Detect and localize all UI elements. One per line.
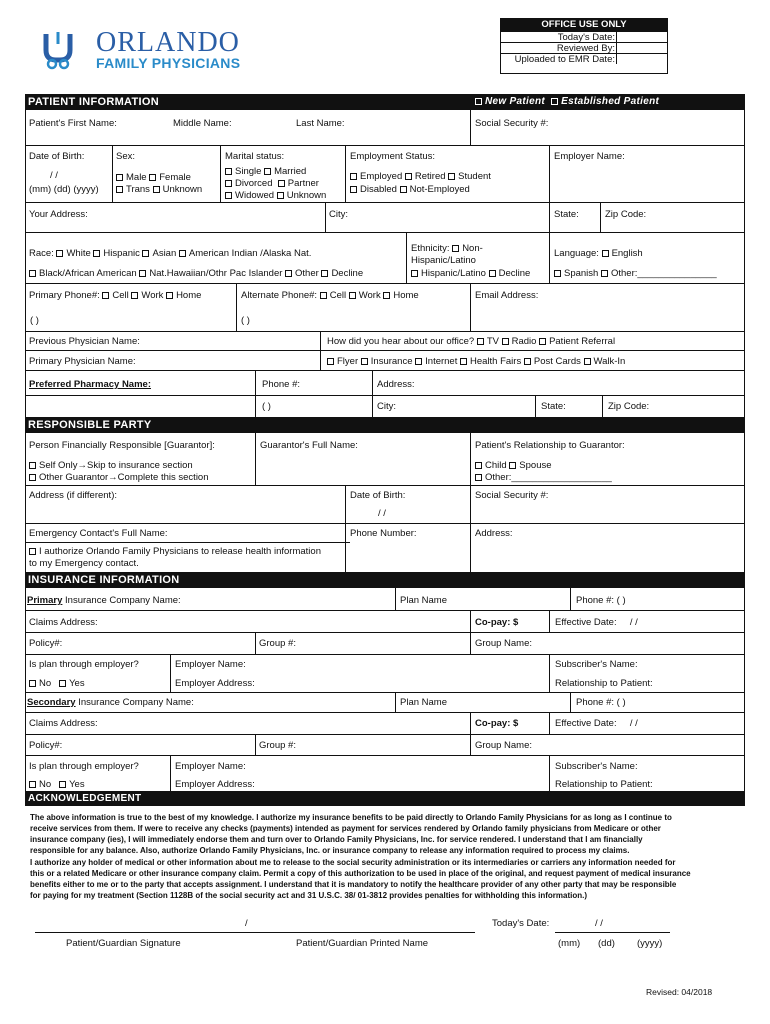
marital-row-1: [225, 166, 306, 177]
post-cards-label: Post Cards: [533, 356, 581, 367]
employer-name-label: Employer Name:: [554, 151, 625, 162]
student-label: Student: [458, 171, 491, 182]
responsible-party-title: RESPONSIBLE PARTY: [28, 419, 152, 431]
primary-subscriber-label: Subscriber's Name:: [555, 659, 638, 670]
primary-claims-label: Claims Address:: [29, 617, 98, 628]
ethnicity-row-1: [411, 243, 483, 254]
sex-unknown-checkbox[interactable]: [153, 186, 160, 193]
divorced-label: Divorced: [235, 178, 273, 189]
employment-row-1: [350, 171, 491, 182]
white-label: White: [66, 248, 91, 259]
male-checkbox[interactable]: [116, 174, 123, 181]
sex-row-1: [116, 172, 191, 183]
primary-effective-label: Effective Date:: [555, 617, 617, 628]
ack-p2-line-1: I authorize any holder of medical or other information about me to release to the social security administration or its intermediaries or carriers any information needed for: [30, 858, 676, 867]
other-race-label: Other: [295, 268, 319, 279]
primary-company-row: [27, 595, 181, 606]
established-patient-label: Established Patient: [561, 96, 660, 107]
acknowledgement-header: [25, 791, 745, 806]
your-address-label: Your Address:: [29, 209, 88, 220]
pharmacy-phone-parens[interactable]: ( ): [262, 401, 271, 412]
primary-plan-label: Plan Name: [400, 595, 447, 606]
new-patient-checkbox[interactable]: [475, 98, 482, 105]
self-only-label: Self Only→Skip to insurance section: [39, 460, 193, 471]
secondary-phone-label: Phone #: ( ): [576, 697, 626, 708]
alternate-phone-label: Alternate Phone#:: [241, 290, 318, 301]
relationship-row-2: [475, 472, 612, 483]
secondary-employer-yesno: [29, 779, 85, 790]
emergency-contact-label: Emergency Contact's Full Name:: [29, 528, 168, 539]
single-checkbox[interactable]: [225, 168, 232, 175]
primary-policy-label: Policy#:: [29, 638, 63, 649]
established-patient-checkbox[interactable]: [551, 98, 558, 105]
spouse-checkbox[interactable]: [509, 462, 516, 469]
ack-p1-line-2: receive services from them. If were to receive any checks (payments) intended as payment for services rendered by Orlando family physicians from Medicare or other: [30, 824, 661, 833]
widowed-label: Widowed: [235, 190, 275, 201]
secondary-effective-row: [555, 718, 638, 729]
primary-label: Primary: [27, 595, 63, 606]
date-mm-label: (mm): [558, 938, 581, 949]
primary-employer-yesno: [29, 678, 85, 689]
pharmacy-label: Preferred Pharmacy Name:: [29, 379, 151, 390]
pharmacy-address-label: Address:: [377, 379, 415, 390]
guarantor-dob-label: Date of Birth:: [350, 490, 406, 501]
retired-label: Retired: [414, 171, 446, 182]
secondary-group-name-label: Group Name:: [475, 740, 533, 751]
employment-label: Employment Status:: [350, 151, 436, 162]
primary-work-label: Work: [141, 290, 164, 301]
secondary-employer-address-label: Employer Address:: [175, 779, 255, 790]
decline-race-checkbox[interactable]: [321, 270, 328, 277]
financial-label: Person Financially Responsible [Guarantor]:: [29, 440, 215, 451]
pharmacy-zip-label: Zip Code:: [608, 401, 650, 412]
radio-label: Radio: [511, 336, 537, 347]
sex-label: Sex:: [116, 151, 136, 162]
secondary-claims-label: Claims Address:: [29, 718, 98, 729]
not-employed-checkbox[interactable]: [400, 186, 407, 193]
responsible-party-header: [25, 417, 745, 433]
secondary-employer-name-label: Employer Name:: [175, 761, 246, 772]
previous-physician-label: Previous Physician Name:: [29, 336, 140, 347]
primary-effective-slashes: / /: [629, 617, 638, 628]
language-row-2: [554, 268, 717, 279]
revised-date: Revised: 04/2018: [646, 987, 713, 997]
employment-row-2: [350, 184, 470, 195]
ssn-label: Social Security #:: [475, 118, 549, 129]
secondary-effective-label: Effective Date:: [555, 718, 617, 729]
insurance-title: INSURANCE INFORMATION: [28, 574, 180, 586]
insurance-heard-label: Insurance: [370, 356, 413, 367]
other-relationship-checkbox[interactable]: [475, 474, 482, 481]
not-employed-label: Not-Employed: [409, 184, 470, 195]
employed-checkbox[interactable]: [350, 173, 357, 180]
black-checkbox[interactable]: [29, 270, 36, 277]
primary-no-label: No: [39, 678, 52, 689]
alternate-phone-row: [241, 290, 419, 301]
signature-label: Patient/Guardian Signature: [66, 938, 181, 949]
divorced-checkbox[interactable]: [225, 180, 232, 187]
single-label: Single: [235, 166, 262, 177]
alt-home-label: Home: [393, 290, 419, 301]
relationship-row-1: [475, 460, 552, 471]
widowed-checkbox[interactable]: [225, 192, 232, 199]
alt-cell-checkbox[interactable]: [320, 292, 327, 299]
spanish-checkbox[interactable]: [554, 270, 561, 277]
other-guarantor-label: Other Guarantor→Complete this section: [39, 472, 209, 483]
secondary-through-employer-label: Is plan through employer?: [29, 761, 139, 772]
female-label: Female: [159, 172, 191, 183]
hispanic-ethnicity-checkbox[interactable]: [411, 270, 418, 277]
insurance-header: [25, 572, 745, 588]
todays-date-label: Today's Date:: [492, 918, 550, 929]
flyer-checkbox[interactable]: [327, 358, 334, 365]
secondary-company-row: [27, 697, 194, 708]
alt-cell-label: Cell: [329, 290, 347, 301]
guarantor-ssn-label: Social Security #:: [475, 490, 549, 501]
health-fairs-label: Health Fairs: [470, 356, 522, 367]
patient-referral-label: Patient Referral: [549, 336, 616, 347]
language-label: Language:: [554, 248, 599, 259]
other-language-label[interactable]: Other:_______________: [610, 268, 717, 279]
female-checkbox[interactable]: [149, 174, 156, 181]
sex-row-2: [116, 184, 202, 195]
trans-label: Trans: [126, 184, 150, 195]
secondary-subscriber-label: Subscriber's Name:: [555, 761, 638, 772]
sex-unknown-label: Unknown: [162, 184, 203, 195]
dob-label: Date of Birth:: [29, 151, 85, 162]
printed-name-label: Patient/Guardian Printed Name: [296, 938, 429, 949]
authorize-release-option: [29, 546, 321, 557]
other-guarantor-checkbox[interactable]: [29, 474, 36, 481]
primary-employer-name-label: Employer Name:: [175, 659, 246, 670]
trans-checkbox[interactable]: [116, 186, 123, 193]
primary-relationship-label: Relationship to Patient:: [555, 678, 653, 689]
guarantor-name-label: Guarantor's Full Name:: [260, 440, 358, 451]
logo-name: ORLANDO: [96, 27, 240, 58]
primary-phone-label: Primary Phone#:: [29, 290, 100, 301]
primary-copay-label: Co-pay: $: [475, 617, 519, 628]
logo-mark-icon: [40, 30, 92, 70]
self-only-checkbox[interactable]: [29, 462, 36, 469]
secondary-no-checkbox[interactable]: [29, 781, 36, 788]
employed-label: Employed: [360, 171, 403, 182]
primary-group-label: Group #:: [259, 638, 296, 649]
primary-through-employer-label: Is plan through employer?: [29, 659, 139, 670]
primary-physician-label: Primary Physician Name:: [29, 356, 136, 367]
ack-p1-line-1: The above information is true to the best of my knowledge. I authorize my insurance benefits to be paid directly to Orlando Family Physicians for as long as I continue to: [30, 813, 672, 822]
race-label: Race:: [29, 248, 54, 259]
primary-phone-label: Phone #: ( ): [576, 595, 626, 606]
student-checkbox[interactable]: [448, 173, 455, 180]
pacific-islander-checkbox[interactable]: [139, 270, 146, 277]
flyer-label: Flyer: [337, 356, 359, 367]
secondary-company-label: Insurance Company Name:: [75, 697, 194, 708]
english-label: English: [611, 248, 643, 259]
pharmacy-state-label: State:: [541, 401, 566, 412]
signature-line[interactable]: [35, 932, 475, 933]
secondary-policy-label: Policy#:: [29, 740, 63, 751]
primary-effective-row: [555, 617, 638, 628]
decline-race-label: Decline: [331, 268, 364, 279]
marital-row-2: [225, 178, 319, 189]
tv-checkbox[interactable]: [477, 338, 484, 345]
relationship-label: Patient's Relationship to Guarantor:: [475, 440, 625, 451]
ethnicity-row-3: [411, 268, 530, 279]
acknowledgement-para-1: [30, 812, 742, 856]
patient-referral-checkbox[interactable]: [539, 338, 546, 345]
decline-ethnicity-label: Decline: [498, 268, 531, 279]
primary-employer-address-label: Employer Address:: [175, 678, 255, 689]
signature-slash: /: [245, 918, 248, 929]
logo: [40, 28, 270, 72]
primary-cell-label: Cell: [112, 290, 129, 301]
date-yyyy-label: (yyyy): [637, 938, 663, 949]
ack-p2-line-4: for paying for my treatment (Section 1128B of the social security act and 31 U.S.C. 38/ 01-3812 provides penalties for withholding this information.): [30, 891, 588, 900]
secondary-group-label: Group #:: [259, 740, 296, 751]
other-language-checkbox[interactable]: [601, 270, 608, 277]
pharmacy-phone-label: Phone #:: [262, 379, 301, 390]
patient-type-options: [475, 94, 659, 110]
alt-work-label: Work: [358, 290, 381, 301]
acknowledgement-para-2: [30, 857, 742, 901]
retired-checkbox[interactable]: [405, 173, 412, 180]
todays-date-slashes: / /: [595, 918, 603, 929]
pacific-islander-label: Nat.Hawaiian/Othr Pac Islander: [149, 268, 283, 279]
insurance-heard-checkbox[interactable]: [361, 358, 368, 365]
secondary-no-label: No: [39, 779, 52, 790]
patient-info-title: PATIENT INFORMATION: [28, 96, 159, 108]
date-dd-label: (dd): [598, 938, 615, 949]
zip-label: Zip Code:: [605, 209, 647, 220]
radio-checkbox[interactable]: [502, 338, 509, 345]
language-row-1: [554, 248, 643, 259]
email-label: Email Address:: [475, 290, 539, 301]
ack-p1-line-4: responsible for any balance. Also, authorize Orlando Family Physicians, Inc. or insurance company to release any information required to process my claims.: [30, 846, 630, 855]
american-indian-checkbox[interactable]: [179, 250, 186, 257]
american-indian-label: American Indian /Alaska Nat.: [188, 248, 312, 259]
walk-in-label: Walk-In: [593, 356, 626, 367]
primary-phone-row: [29, 290, 201, 301]
primary-cell-checkbox[interactable]: [102, 292, 109, 299]
child-checkbox[interactable]: [475, 462, 482, 469]
hispanic-checkbox[interactable]: [93, 250, 100, 257]
married-checkbox[interactable]: [264, 168, 271, 175]
spouse-label: Spouse: [519, 460, 552, 471]
dob-slashes: / /: [50, 170, 58, 181]
self-only-option: [29, 460, 193, 471]
office-use-title: OFFICE USE ONLY: [501, 19, 667, 31]
authorize-release-label: I authorize Orlando Family Physicians to release health information: [39, 546, 321, 557]
secondary-plan-label: Plan Name: [400, 697, 447, 708]
non-hispanic-label-2: Hispanic/Latino: [411, 255, 476, 266]
marital-unknown-checkbox[interactable]: [277, 192, 284, 199]
primary-yes-label: Yes: [69, 678, 85, 689]
primary-group-name-label: Group Name:: [475, 638, 533, 649]
non-hispanic-label-1: Non-: [462, 243, 483, 254]
office-todays-date[interactable]: Today's Date:: [501, 31, 667, 42]
dob-format: (mm) (dd) (yyyy): [29, 184, 99, 195]
english-checkbox[interactable]: [602, 250, 609, 257]
male-label: Male: [126, 172, 147, 183]
city-label: City:: [329, 209, 348, 220]
primary-work-checkbox[interactable]: [131, 292, 138, 299]
hispanic-label: Hispanic: [103, 248, 140, 259]
internet-label: Internet: [425, 356, 458, 367]
alt-work-checkbox[interactable]: [349, 292, 356, 299]
primary-no-checkbox[interactable]: [29, 680, 36, 687]
acknowledgement-title: ACKNOWLEDGEMENT: [28, 793, 142, 804]
ack-p1-line-3: insurance company (ies), I will immediately endorse them and turn over to Orlando Family Physicians, Inc. for service rendered. I understand that I am financially: [30, 835, 643, 844]
marital-unknown-label: Unknown: [286, 190, 327, 201]
black-label: Black/African American: [39, 268, 137, 279]
partner-checkbox[interactable]: [278, 180, 285, 187]
first-name-label: Patient's First Name:: [29, 118, 117, 129]
disabled-label: Disabled: [360, 184, 397, 195]
alt-home-checkbox[interactable]: [383, 292, 390, 299]
primary-yes-checkbox[interactable]: [59, 680, 66, 687]
marital-label: Marital status:: [225, 151, 285, 162]
primary-home-label: Home: [176, 290, 202, 301]
decline-ethnicity-checkbox[interactable]: [489, 270, 496, 277]
ethnicity-label: Ethnicity:: [411, 243, 450, 254]
disabled-checkbox[interactable]: [350, 186, 357, 193]
asian-checkbox[interactable]: [142, 250, 149, 257]
office-use-box: [500, 18, 668, 74]
non-hispanic-checkbox[interactable]: [452, 245, 459, 252]
ack-p2-line-2: this or a related Medicare or other insurance company claim. Permit a copy of this authorization to be used in place of the original, and request payment of medical insurance: [30, 869, 691, 878]
race-row-1: [29, 248, 311, 259]
secondary-yes-checkbox[interactable]: [59, 781, 66, 788]
emergency-address-label: Address:: [475, 528, 513, 539]
post-cards-checkbox[interactable]: [524, 358, 531, 365]
white-checkbox[interactable]: [56, 250, 63, 257]
secondary-effective-slashes: / /: [629, 718, 638, 729]
health-fairs-checkbox[interactable]: [460, 358, 467, 365]
last-name-label: Last Name:: [296, 118, 345, 129]
middle-name-label: Middle Name:: [173, 118, 232, 129]
walk-in-checkbox[interactable]: [584, 358, 591, 365]
secondary-label: Secondary: [27, 697, 76, 708]
child-label: Child: [485, 460, 507, 471]
guarantor-dob-slashes: / /: [378, 508, 386, 519]
asian-label: Asian: [152, 248, 177, 259]
tv-label: TV: [486, 336, 499, 347]
marital-row-3: [225, 190, 326, 201]
how-heard-row-1: [327, 336, 615, 347]
other-relationship-label[interactable]: Other:___________________: [485, 472, 612, 483]
internet-checkbox[interactable]: [415, 358, 422, 365]
spanish-label: Spanish: [564, 268, 599, 279]
other-guarantor-option: [29, 472, 209, 483]
logo-subtitle: FAMILY PHYSICIANS: [96, 55, 241, 71]
how-heard-row-2: [327, 356, 625, 367]
married-label: Married: [274, 166, 307, 177]
primary-home-checkbox[interactable]: [166, 292, 173, 299]
secondary-copay-label: Co-pay: $: [475, 718, 519, 729]
how-heard-label: How did you hear about our office?: [327, 336, 475, 347]
patient-info-header: [25, 94, 745, 110]
secondary-yes-label: Yes: [69, 779, 85, 790]
primary-company-label: Insurance Company Name:: [62, 595, 181, 606]
office-reviewed-by[interactable]: Reviewed By:: [501, 42, 667, 53]
date-line[interactable]: [555, 932, 670, 933]
ack-p2-line-3: benefits either to me or to the party that accepts assignment. I understand that it is mandatory to notify the healthcare provider of any other party that may be responsible: [30, 880, 677, 889]
partner-label: Partner: [287, 178, 319, 189]
office-uploaded-date[interactable]: Uploaded to EMR Date:: [501, 53, 667, 64]
alt-phone-parens[interactable]: ( ): [241, 315, 250, 326]
primary-phone-parens[interactable]: ( ): [30, 315, 39, 326]
pharmacy-city-label: City:: [377, 401, 396, 412]
secondary-relationship-label: Relationship to Patient:: [555, 779, 653, 790]
race-row-2: [29, 268, 363, 279]
state-label: State:: [554, 209, 579, 220]
guarantor-address-label: Address (if different):: [29, 490, 118, 501]
new-patient-label: New Patient: [485, 96, 545, 107]
other-race-checkbox[interactable]: [285, 270, 292, 277]
authorize-release-label-2: to my Emergency contact.: [29, 558, 139, 569]
emergency-phone-label: Phone Number:: [350, 528, 417, 539]
hispanic-ethnicity-label: Hispanic/Latino: [421, 268, 486, 279]
authorize-release-checkbox[interactable]: [29, 548, 36, 555]
